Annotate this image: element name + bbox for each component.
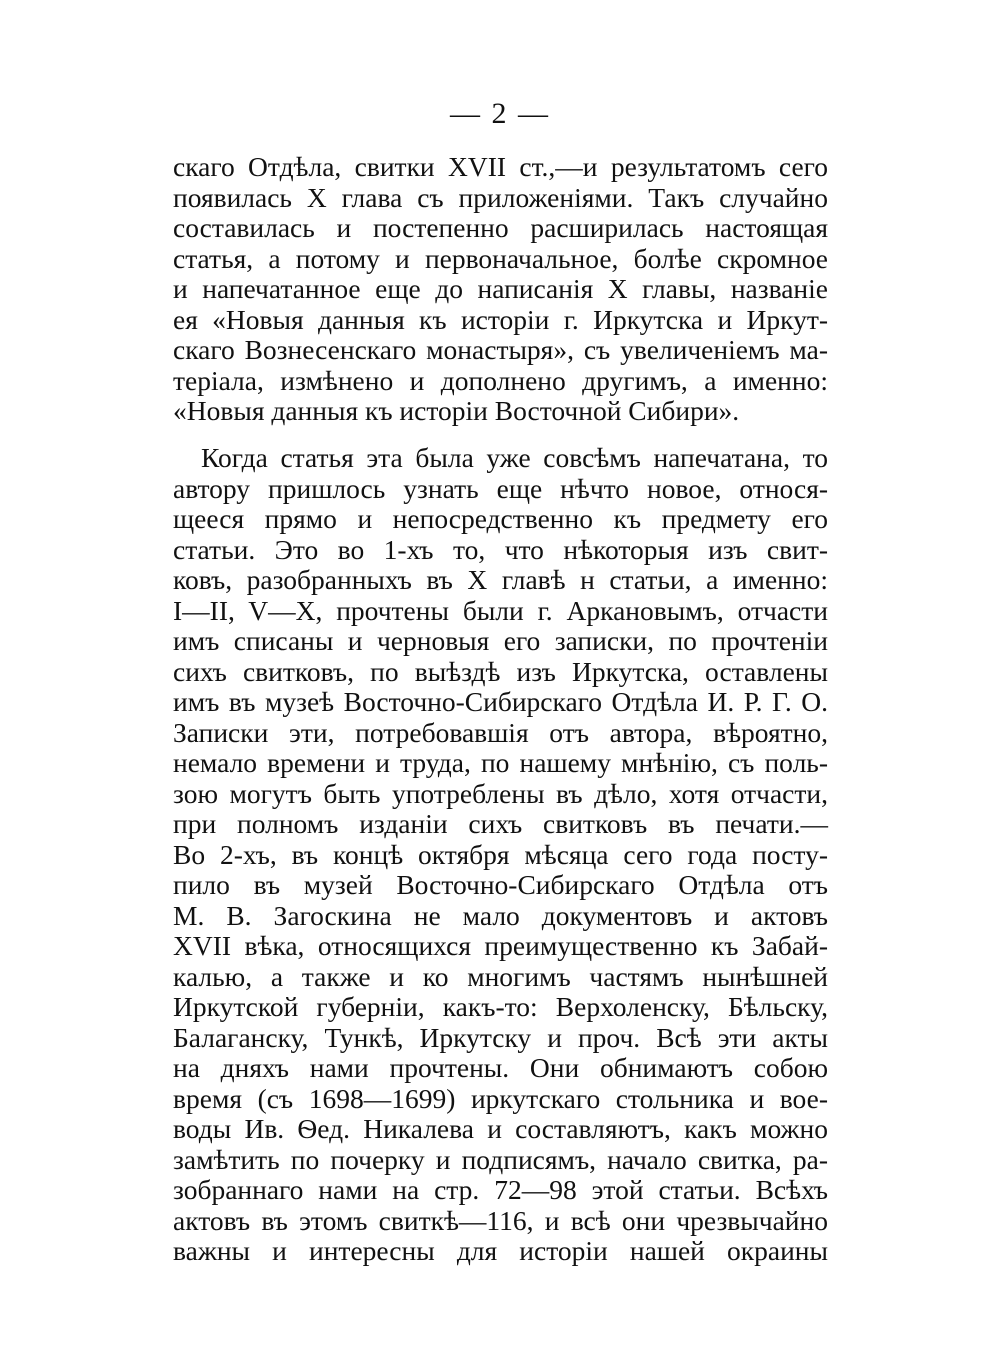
text-line: XVII вѣка, относящихся преимущественно къ Забай- — [173, 930, 828, 961]
text-line: «Новыя данныя къ исторіи Восточной Сибири». — [173, 395, 740, 426]
text-line: скаго Отдѣла, свитки XVII ст.,—и результатомъ сего — [173, 151, 828, 182]
text-line: статьи. Это во 1-хъ то, что нѣкоторыя изъ свит- — [173, 533, 828, 565]
text-line: и напечатанное еще до написанія Х главы, названіе — [173, 273, 828, 304]
text-line: важны и интересны для исторіи нашей окраины — [173, 1235, 828, 1266]
text-line: появилась Х глава съ приложеніями. Такъ случайно — [173, 181, 828, 213]
text-line: ея «Новыя данныя къ исторіи г. Иркутска и Иркут- — [173, 303, 828, 335]
paragraph-1 — [173, 152, 828, 427]
text-line: Когда статья эта была уже совсѣмъ напечатана, то — [201, 442, 828, 473]
text-line: ковъ, разобранныхъ въ Х главѣ н статьи, а именно: — [173, 564, 828, 595]
text-line: составилась и постепенно расширилась настоящая — [173, 212, 828, 243]
text-line: Иркутской губерніи, какъ-то: Верхоленску, Бѣльску, — [173, 991, 828, 1022]
text-line: сихъ свитковъ, по выѣздѣ изъ Иркутска, оставлены — [173, 655, 828, 687]
text-line: статья, а потому и первоначальное, болѣе скромное — [173, 242, 828, 274]
text-line: пило въ музей Восточно-Сибирскаго Отдѣла отъ — [173, 869, 828, 900]
text-line: зобраннаго нами на стр. 72—98 этой статьи. Всѣхъ — [173, 1174, 828, 1205]
paragraph-2 — [173, 443, 828, 1267]
text-line: Балаганску, Тункѣ, Иркутску и проч. Всѣ эти акты — [173, 1021, 828, 1053]
text-line: при полномъ изданіи сихъ свитковъ въ печати.— — [173, 808, 828, 839]
text-line: немало времени и труда, по нашему мнѣнію, съ поль- — [173, 747, 828, 778]
text-line: теріала, измѣнено и дополнено другимъ, а именно: — [173, 364, 828, 396]
text-line: Записки эти, потребовавшія отъ автора, вѣроятно, — [173, 716, 828, 748]
text-line: актовъ въ этомъ свиткѣ—116, и всѣ они чрезвычайно — [173, 1204, 828, 1236]
text-line: автору пришлось узнать еще нѣчто новое, относя- — [173, 472, 828, 504]
page-number: — 2 — — [450, 97, 550, 130]
text-line: I—II, V—X, прочтены были г. Аркановымъ, отчасти — [173, 594, 828, 626]
text-line: имъ въ музеѣ Восточно-Сибирскаго Отдѣла И. Р. Г. О. — [173, 686, 828, 717]
text-line: скаго Вознесенскаго монастыря», съ увеличеніемъ ма- — [173, 334, 828, 365]
text-line: время (съ 1698—1699) иркутскаго стольника и вое- — [173, 1082, 828, 1114]
text-line: воды Ив. Ѳед. Никалева и составляютъ, какъ можно — [173, 1113, 828, 1144]
text-line: М. В. Загоскина не мало документовъ и актовъ — [173, 899, 828, 931]
text-line: щееся прямо и непосредственно къ предмету его — [173, 503, 828, 534]
text-line: замѣтить по почерку и подписямъ, начало свитка, ра- — [173, 1143, 828, 1175]
text-line: имъ списаны и черновыя его записки, по прочтеніи — [173, 625, 828, 656]
text-line: Во 2-хъ, въ концѣ октября мѣсяца сего года посту- — [173, 838, 828, 870]
text-line: на дняхъ нами прочтены. Они обнимаютъ собою — [173, 1052, 828, 1083]
text-line: калью, а также и ко многимъ частямъ нынѣшней — [173, 960, 828, 992]
text-line: зою могутъ быть употреблены въ дѣло, хотя отчасти, — [173, 777, 828, 809]
